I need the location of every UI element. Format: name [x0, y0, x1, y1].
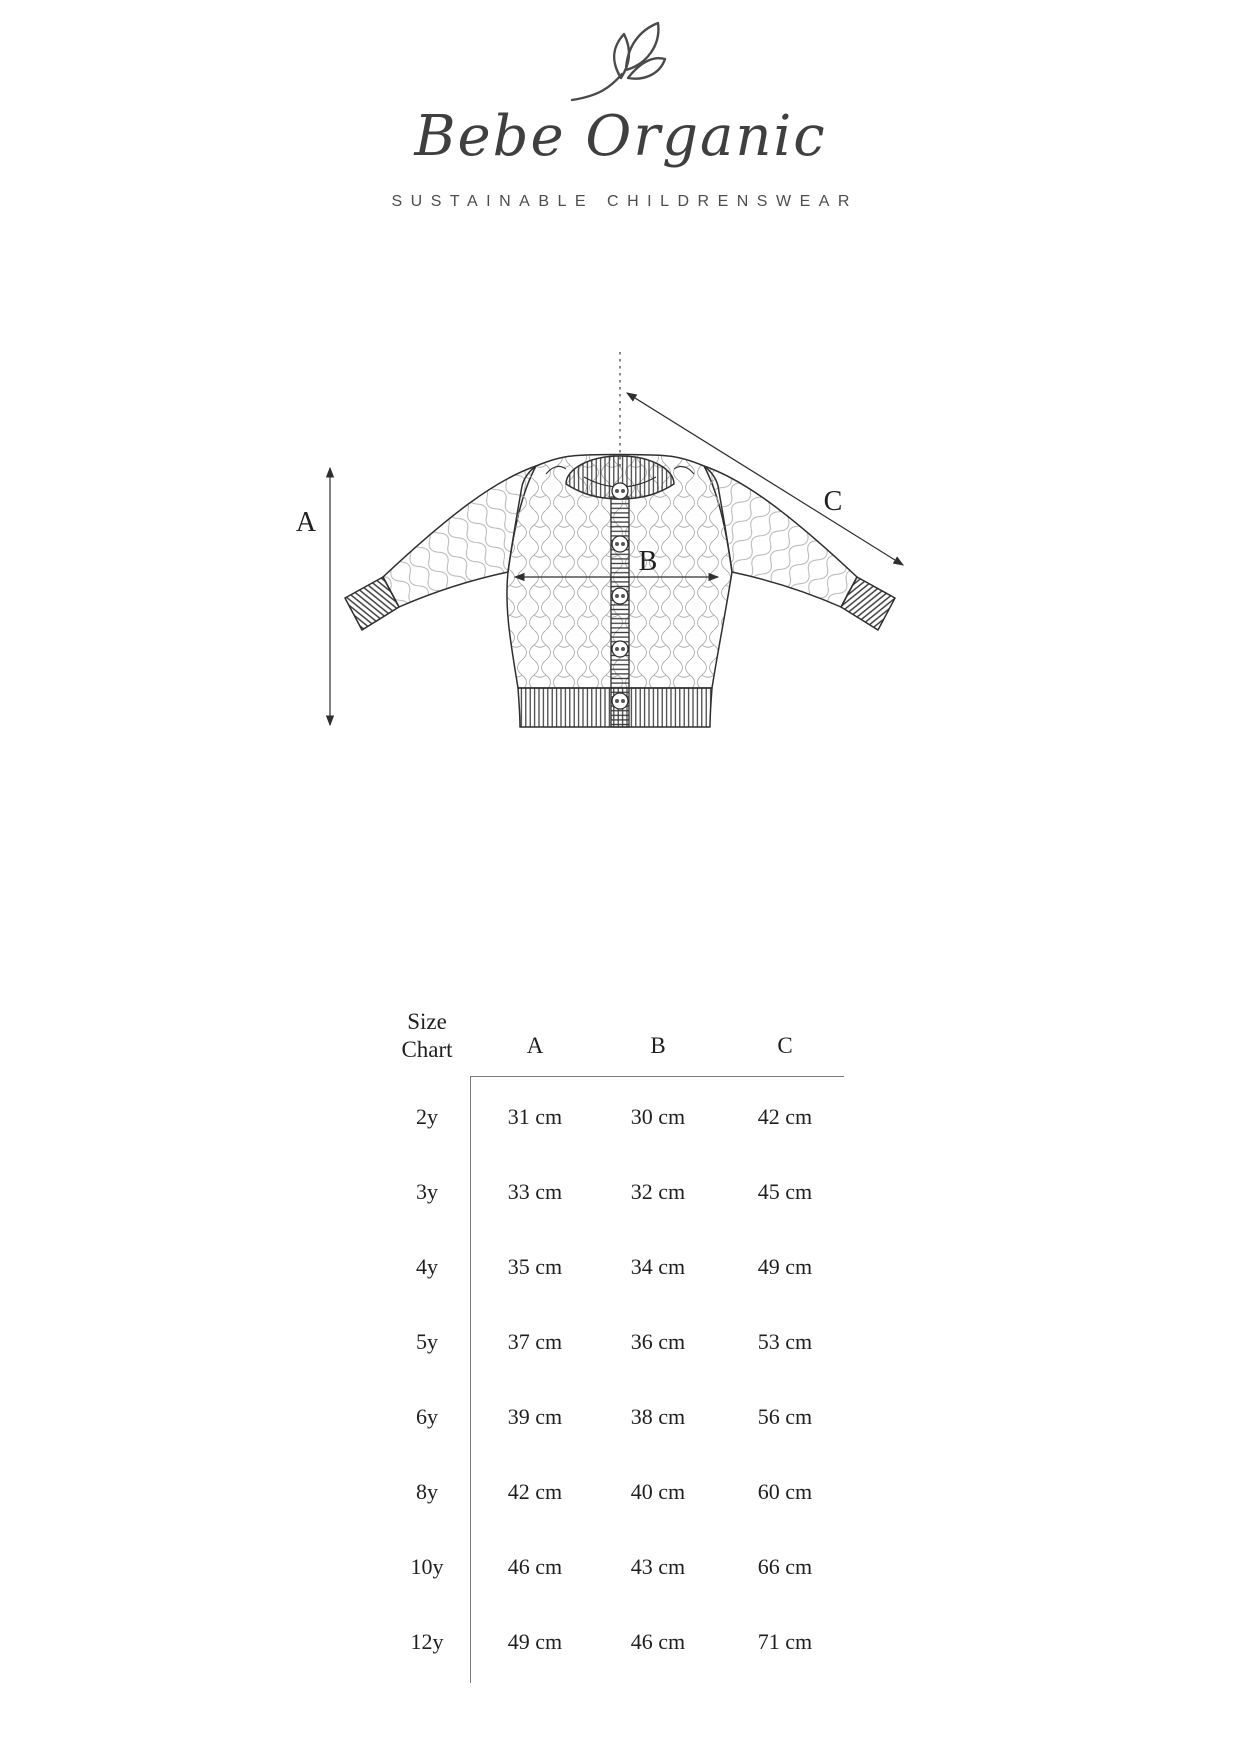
value-cell: 49 cm — [757, 1254, 813, 1279]
value-cell: 60 cm — [757, 1479, 813, 1504]
measure-label-b: B — [638, 546, 658, 577]
value-cell: 53 cm — [757, 1329, 813, 1354]
value-cell: 42 cm — [757, 1104, 813, 1129]
value-cell: 39 cm — [507, 1404, 563, 1429]
size-cell: 10y — [410, 1554, 444, 1579]
size-chart-title: Size Chart — [401, 1009, 453, 1062]
column-header-a: A — [526, 1033, 544, 1058]
size-cell: 3y — [416, 1179, 438, 1204]
value-cell: 66 cm — [757, 1554, 813, 1579]
value-cell: 49 cm — [507, 1629, 563, 1654]
value-cell: 34 cm — [630, 1254, 686, 1279]
value-cell: 45 cm — [757, 1179, 813, 1204]
size-cell: 6y — [416, 1404, 438, 1429]
value-cell: 56 cm — [757, 1404, 813, 1429]
value-cell: 42 cm — [507, 1479, 563, 1504]
size-cell: 4y — [416, 1254, 438, 1279]
value-cell: 40 cm — [630, 1479, 686, 1504]
value-cell: 46 cm — [507, 1554, 563, 1579]
size-cell: 5y — [416, 1329, 438, 1354]
value-cell: 36 cm — [630, 1329, 686, 1354]
value-cell: 46 cm — [630, 1629, 686, 1654]
column-header-c: C — [777, 1033, 793, 1058]
cardigan-sketch — [345, 455, 895, 728]
value-cell: 38 cm — [630, 1404, 686, 1429]
table-rule-vertical — [470, 1076, 471, 1683]
value-cell: 43 cm — [630, 1554, 686, 1579]
size-cell: 8y — [416, 1479, 438, 1504]
size-cell: 12y — [410, 1629, 444, 1654]
table-rule-horizontal — [470, 1076, 844, 1077]
column-header-b: B — [650, 1033, 666, 1058]
measure-label-a: A — [295, 507, 317, 538]
brand-name: Bebe Organic — [414, 104, 827, 169]
cardigan-measurement-diagram — [0, 0, 1241, 780]
size-cell: 2y — [416, 1104, 438, 1129]
value-cell: 35 cm — [507, 1254, 563, 1279]
measure-label-c: C — [823, 486, 843, 517]
value-cell: 37 cm — [507, 1329, 563, 1354]
value-cell: 31 cm — [507, 1104, 563, 1129]
value-cell: 33 cm — [507, 1179, 563, 1204]
brand-tagline: SUSTAINABLE CHILDRENSWEAR — [391, 193, 858, 210]
value-cell: 71 cm — [757, 1629, 813, 1654]
value-cell: 32 cm — [630, 1179, 686, 1204]
value-cell: 30 cm — [630, 1104, 686, 1129]
